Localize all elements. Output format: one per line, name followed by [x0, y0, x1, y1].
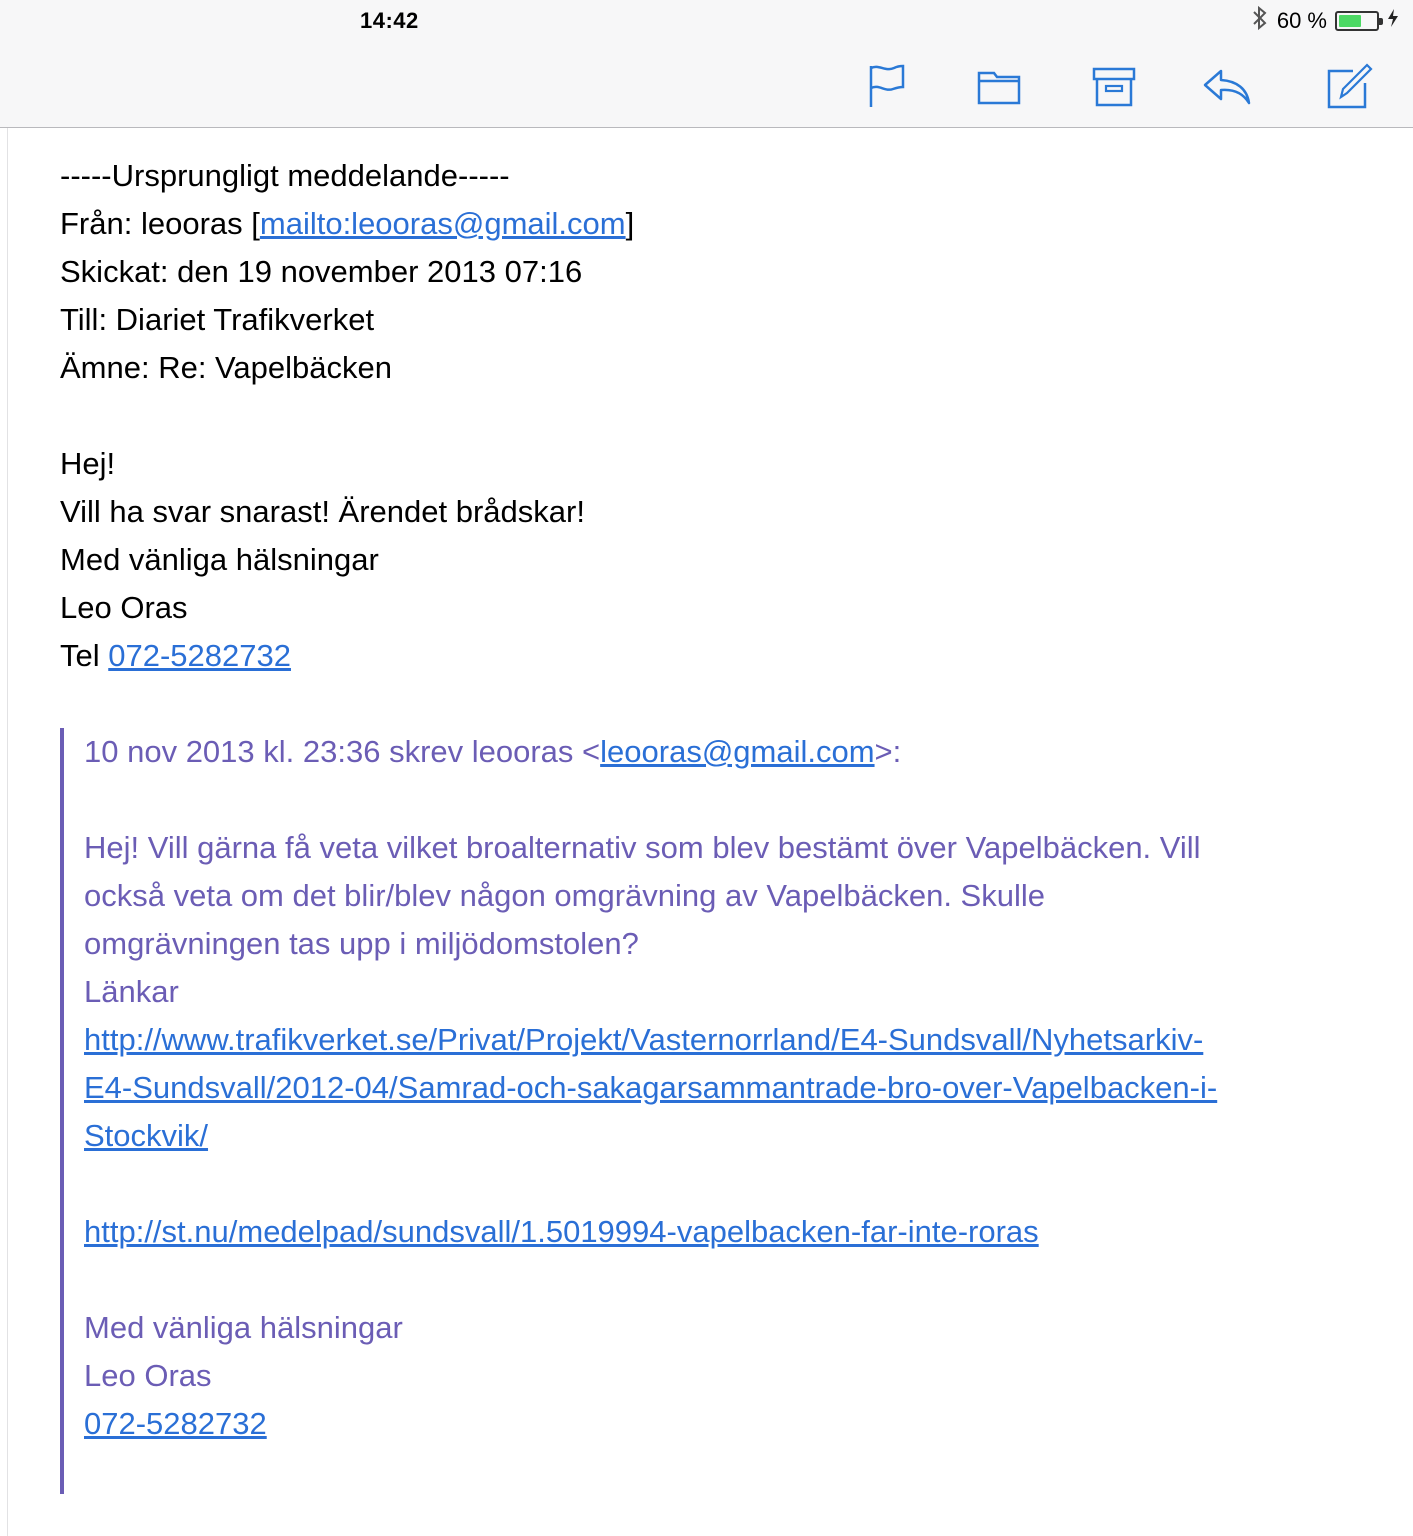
- to-line: Till: Diariet Trafikverket: [60, 302, 375, 337]
- sender-name: Leo Oras: [60, 590, 188, 625]
- from-mailto-link[interactable]: mailto:leooras@gmail.com: [259, 206, 626, 241]
- quote-email-link[interactable]: leooras@gmail.com: [600, 734, 875, 769]
- tel-link[interactable]: 072-5282732: [108, 638, 291, 673]
- top-bar: [0, 0, 1413, 128]
- tel-line: [60, 632, 1380, 680]
- mail-body: [60, 152, 1380, 680]
- quote-paragraph-line: Hej! Vill gärna få veta vilket broalternativ som blev bestämt över Vapelbäcken. Vill: [84, 830, 1201, 865]
- spacer: [60, 392, 1380, 440]
- archive-icon: [1088, 61, 1138, 111]
- battery-icon: [1335, 11, 1379, 31]
- flag-icon: [861, 61, 911, 111]
- quote-intro-prefix: 10 nov 2013 kl. 23:36 skrev leooras <: [84, 734, 601, 769]
- sent-line: Skickat: den 19 november 2013 07:16: [60, 254, 583, 289]
- links-label: Länkar: [84, 974, 179, 1009]
- bluetooth-icon: [1251, 5, 1269, 37]
- quote-phone-link[interactable]: 072-5282732: [84, 1406, 267, 1441]
- quote-sender-name: Leo Oras: [84, 1358, 212, 1393]
- trafikverket-link-line[interactable]: Stockvik/: [84, 1118, 209, 1153]
- charging-icon: [1387, 8, 1399, 34]
- subject-line: Ämne: Re: Vapelbäcken: [60, 350, 393, 385]
- body-line: Vill ha svar snarast! Ärendet brådskar!: [60, 494, 585, 529]
- status-right: [1251, 6, 1399, 36]
- spacer: [84, 1160, 1380, 1208]
- spacer: [84, 776, 1380, 824]
- status-time: 14:42: [360, 8, 419, 33]
- battery-fill: [1339, 15, 1361, 27]
- quote-regards: Med vänliga hälsningar: [84, 1310, 403, 1345]
- quoted-message: [60, 728, 1380, 1494]
- move-folder-button[interactable]: [970, 58, 1026, 114]
- from-prefix: Från: leooras [: [60, 206, 260, 241]
- from-line: [60, 200, 1380, 248]
- trafikverket-link-line[interactable]: http://www.trafikverket.se/Privat/Projekt/Vasternorrland/E4-Sundsvall/Nyhetsarkiv-: [84, 1022, 1204, 1057]
- archive-button[interactable]: [1085, 58, 1141, 114]
- reply-button[interactable]: [1198, 58, 1254, 114]
- original-message-separator: -----Ursprungligt meddelande-----: [60, 158, 510, 193]
- reply-icon: [1201, 61, 1251, 111]
- toolbar: [0, 58, 1413, 114]
- folder-icon: [973, 61, 1023, 111]
- from-suffix: ]: [625, 206, 635, 241]
- quote-intro-suffix: >:: [874, 734, 902, 769]
- greeting: Hej!: [60, 446, 116, 481]
- quote-paragraph-line: omgrävningen tas upp i miljödomstolen?: [84, 926, 639, 961]
- compose-icon: [1323, 61, 1373, 111]
- quote-intro: [84, 728, 1380, 776]
- quote-paragraph-line: också veta om det blir/blev någon omgrävning av Vapelbäcken. Skulle: [84, 878, 1045, 913]
- trafikverket-link-line[interactable]: E4-Sundsvall/2012-04/Samrad-och-sakagarsammantrade-bro-over-Vapelbacken-i-: [84, 1070, 1218, 1105]
- compose-button[interactable]: [1320, 58, 1376, 114]
- trafikverket-link[interactable]: [84, 1016, 1380, 1160]
- st-nu-link[interactable]: http://st.nu/medelpad/sundsvall/1.5019994-vapelbacken-far-inte-roras: [84, 1214, 1039, 1249]
- tel-prefix: Tel: [60, 638, 109, 673]
- split-divider: [0, 128, 8, 1536]
- regards: Med vänliga hälsningar: [60, 542, 379, 577]
- flag-button[interactable]: [858, 58, 914, 114]
- battery-percent: 60 %: [1276, 8, 1327, 33]
- spacer: [84, 1256, 1380, 1304]
